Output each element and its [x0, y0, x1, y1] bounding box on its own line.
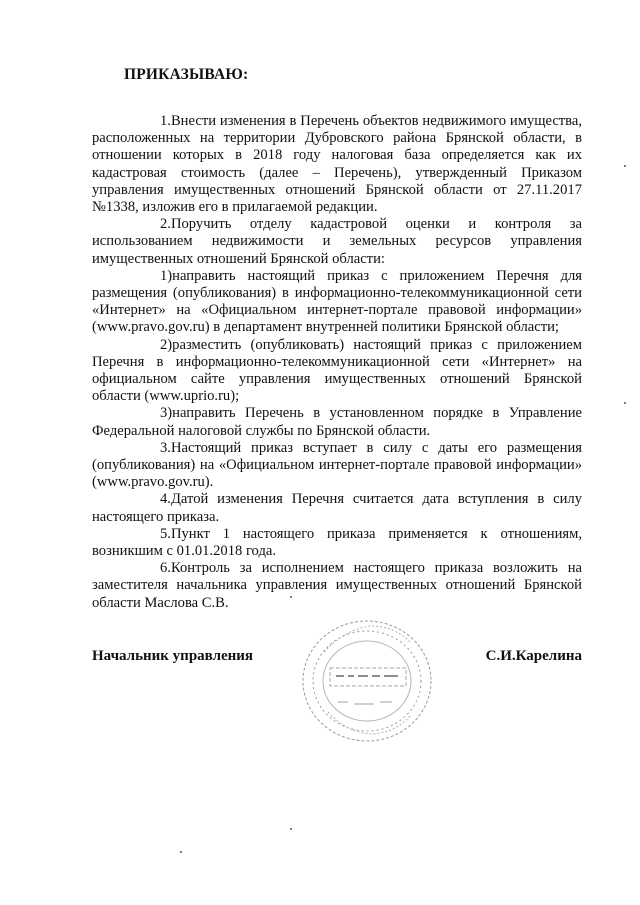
order-heading: ПРИКАЗЫВАЮ: — [124, 66, 249, 83]
paragraph-number: 6. — [160, 560, 171, 577]
order-body — [92, 113, 582, 612]
paragraph-text: Контроль за исполнением настоящего приказа возложить на заместителя начальника управления имущественных отношений Брянской области Маслова С.В. — [92, 560, 582, 611]
signatory-name: С.И.Карелина — [485, 648, 582, 664]
paragraph-number: 1) — [160, 267, 173, 284]
paragraph-number: 5. — [160, 525, 171, 542]
paragraph-text: разместить (опубликовать) настоящий приказ с приложением Перечня в информационно-телекоммуникационной сети «Интернет» на официальном сайте управления имущественных отношений Брянской области (www.uprio.ru); — [92, 336, 582, 405]
paragraph-text: Пункт 1 настоящего приказа применяется к отношениям, возникшим с 01.01.2018 года. — [92, 525, 582, 560]
order-paragraph-1 — [92, 113, 582, 216]
paragraph-number: 2. — [160, 216, 171, 233]
paragraph-number: 3) — [160, 405, 173, 422]
scan-speck — [290, 828, 292, 830]
paragraph-number: 4. — [160, 491, 171, 508]
paragraph-text: направить Перечень в установленном порядке в Управление Федеральной налоговой службы по Брянской области. — [92, 405, 582, 439]
scan-speck — [290, 596, 292, 598]
order-subparagraph-2 — [92, 337, 582, 406]
official-seal-stamp — [298, 612, 436, 750]
paragraph-text: направить настоящий приказ с приложением Перечня для размещения (опубликования) в информационно-телекоммуникационной сети «Интернет» на «Официальном интернет-портале правовой информации» (www.pravo.gov.ru) в департамент внутренней политики Брянской области; — [92, 267, 582, 336]
scan-speck — [624, 165, 626, 167]
scan-speck — [180, 851, 182, 853]
signatory-position: Начальник управления — [92, 648, 254, 664]
paragraph-text: Поручить отделу кадастровой оценки и контроля за использованием недвижимости и земельных ресурсов управления имущественных отношений Брянской области: — [92, 216, 582, 267]
order-paragraph-3 — [92, 440, 582, 492]
paragraph-number: 2) — [160, 336, 173, 353]
paragraph-number: 3. — [160, 439, 171, 456]
paragraph-text: Внести изменения в Перечень объектов недвижимого имущества, расположенных на территории Дубровского района Брянской области, в отношении которых в 2018 году налоговая база определяется как их кадастровая стоимость (далее – Перечень), утвержденный Приказом управления имущественных отношений Брянской области от 27.11.2017 №1338, изложив его в прилагаемой редакции. — [92, 113, 582, 216]
order-subparagraph-3 — [92, 405, 582, 439]
scan-speck — [624, 402, 626, 404]
paragraph-number: 1. — [160, 113, 171, 129]
order-subparagraph-1 — [92, 268, 582, 337]
order-paragraph-2 — [92, 216, 582, 268]
order-paragraph-4 — [92, 491, 582, 525]
order-paragraph-5 — [92, 526, 582, 560]
paragraph-text: Датой изменения Перечня считается дата вступления в силу настоящего приказа. — [92, 491, 582, 525]
paragraph-text: Настоящий приказ вступает в силу с даты его размещения (опубликования) на «Официальном интернет-портале правовой информации» (www.pravo.gov.ru). — [92, 439, 582, 491]
order-paragraph-6 — [92, 560, 582, 612]
